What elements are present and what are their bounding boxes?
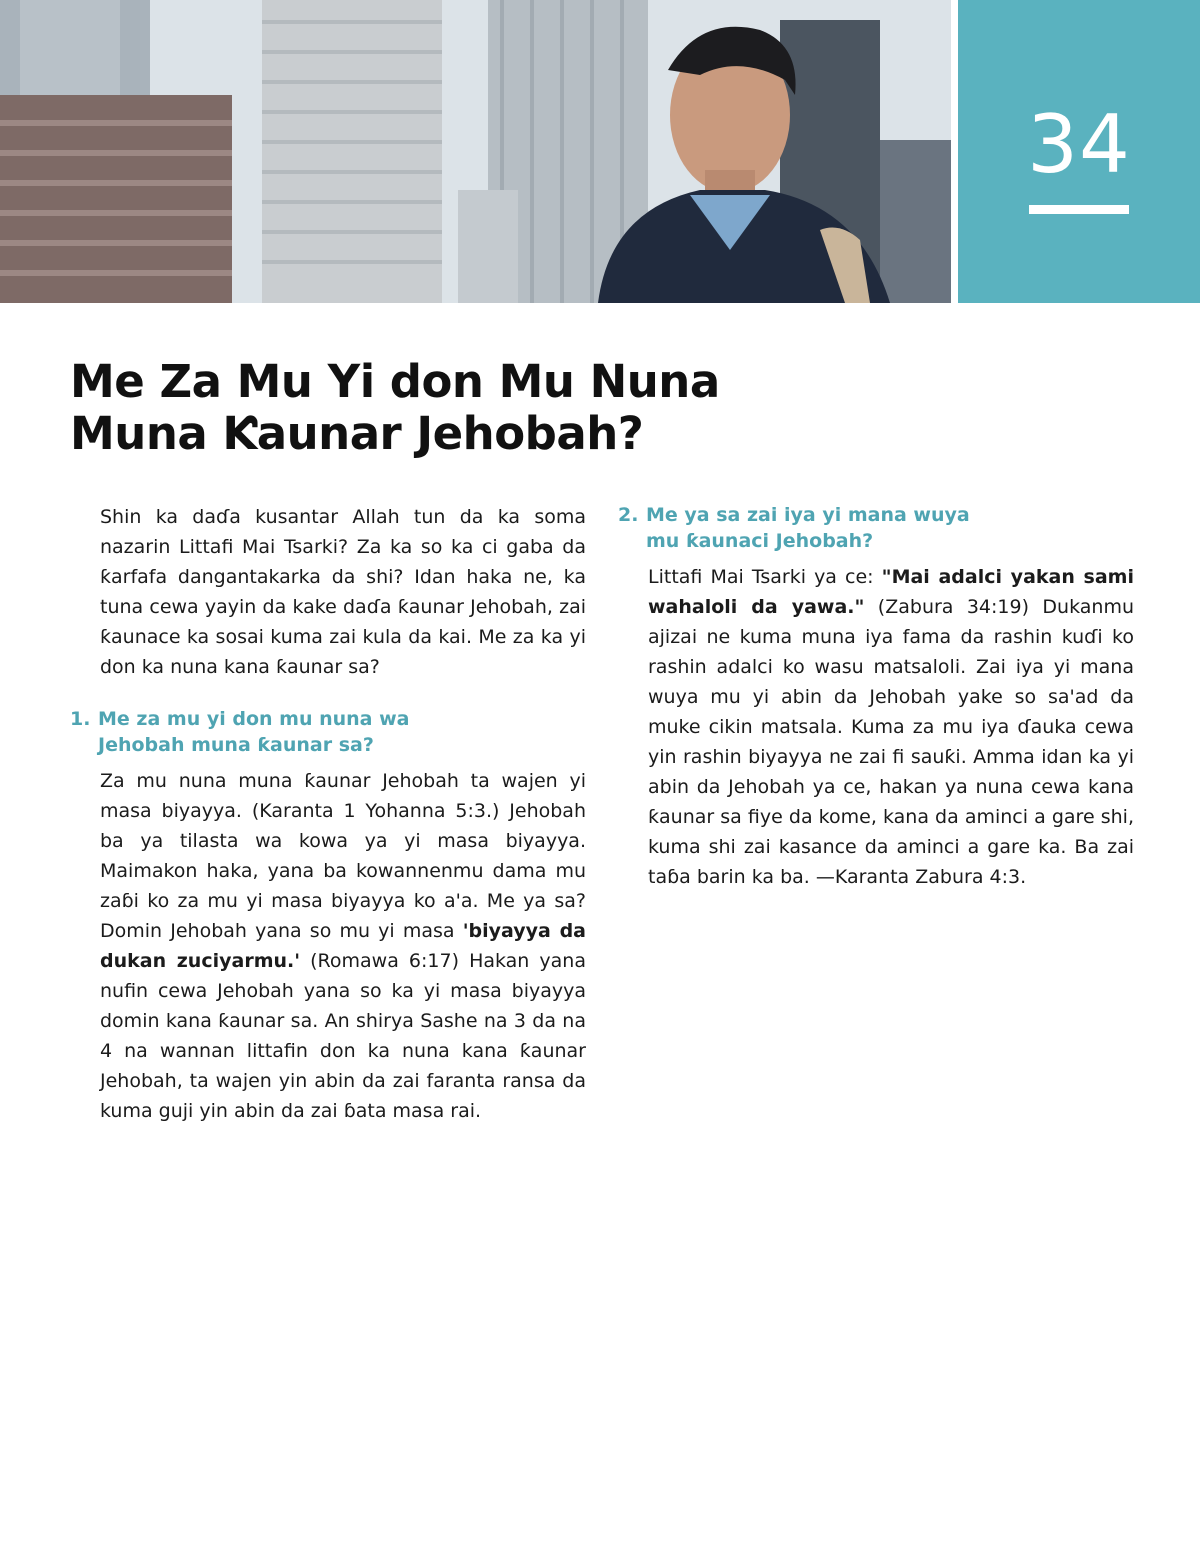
section-1-question-line-1: Me za mu yi don mu nuna wa: [98, 708, 410, 730]
left-column: [70, 502, 586, 1126]
lesson-number-underline: [1029, 205, 1129, 214]
section-2-quote: "Mai adalci yakan sami wahaloli da yawa.": [648, 566, 1134, 618]
title-line-2: Muna Ƙaunar Jehobah?: [70, 407, 644, 460]
section-2-question-line-2: mu ƙaunaci Jehobah?: [646, 530, 874, 552]
section-2-number: 2.: [618, 504, 639, 526]
intro-paragraph: Shin ka daɗa kusantar Allah tun da ka soma nazarin Littafi Mai Tsarki? Za ka so ka ci gaba da ƙarfafa dangantakarka da shi? Idan haka ne, ka tuna cewa yayin da kake daɗa ƙaunar Jehobah, zai ƙaunace ka sosai kuma zai kula da kai. Me za ka yi don ka nuna kana ƙaunar sa?: [100, 506, 586, 678]
section-1-number: 1.: [70, 708, 91, 730]
section-1-body: [70, 766, 586, 1126]
section-2-body: [618, 562, 1134, 892]
section-1-body-part-2: (Romawa 6:17) Hakan yana nufin cewa Jehobah yana so ka yi masa biyayya domin kana ƙaunar sa. An shirya Sashe na 3 da na 4 na wannan littafin don ka nuna kana ƙaunar Jehobah, ta wajen yin abin da zai faranta ransa da kuma guji yin abin da zai ɓata masa rai.: [100, 950, 586, 1122]
city-skyline-illustration: [0, 0, 951, 303]
section-1-body-part-1: Za mu nuna muna ƙaunar Jehobah ta wajen yi masa biyayya. (Karanta 1 Yohanna 5:3.) Jehobah ba ya tilasta wa kowa ya yi masa biyayya. Maimakon haka, yana ba kowannenmu dama mu zaɓi ko za mu yi masa biyayya ko a'a. Me ya sa? Domin Jehobah yana so mu yi masa: [100, 770, 586, 942]
page-title: [70, 356, 870, 460]
section-2-question: [618, 502, 1134, 554]
section-1-quote: 'biyayya da dukan zuciyarmu.': [100, 920, 586, 972]
section-2: [618, 502, 1134, 892]
section-1-question: [70, 706, 586, 758]
section-1-question-line-2: Jehobah muna ƙaunar sa?: [98, 734, 374, 756]
lesson-number-box: [958, 0, 1200, 303]
lesson-number: 34: [1027, 98, 1131, 191]
section-2-body-part-2: (Zabura 34:19) Dukanmu ajizai ne kuma muna iya fama da rashin kuɗi ko rashin adalci ko wasu matsaloli. Zai iya yi mana wuya mu yi abin da Jehobah yake so sa'ad da muke cikin matsala. Kuma za mu iya ɗauka cewa yin rashin biyayya ne zai fi sauƙi. Amma idan ka yi abin da Jehobah ya ce, hakan ya nuna cewa kana ƙaunar sa fiye da kome, kana da aminci a gare shi, kuma shi zai kasance da aminci a gare ka. Ba zai taɓa barin ka ba. —Karanta Zabura 4:3.: [648, 596, 1134, 888]
title-line-1: Me Za Mu Yi don Mu Nuna: [70, 355, 720, 408]
section-2-question-line-1: Me ya sa zai iya yi mana wuya: [646, 504, 970, 526]
hero-photo: [0, 0, 951, 303]
section-2-body-part-1: Littafi Mai Tsarki ya ce:: [648, 566, 882, 588]
right-column: [618, 502, 1134, 892]
section-1: [70, 706, 586, 1126]
